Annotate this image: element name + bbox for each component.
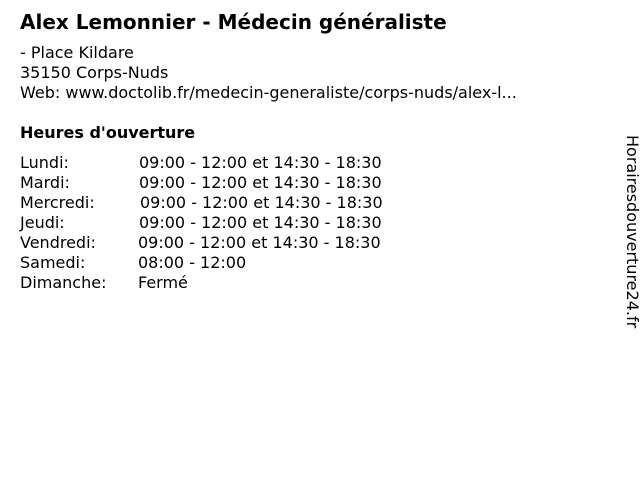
hours-time: 09:00 - 12:00 et 14:30 - 18:30 bbox=[139, 213, 382, 232]
page-title: Alex Lemonnier - Médecin généraliste bbox=[20, 10, 447, 34]
hours-day: Dimanche: bbox=[20, 273, 107, 292]
hours-time: 09:00 - 12:00 et 14:30 - 18:30 bbox=[139, 173, 382, 192]
hours-time: 09:00 - 12:00 et 14:30 - 18:30 bbox=[139, 153, 382, 172]
hours-day: Lundi: bbox=[20, 153, 69, 172]
address-city: 35150 Corps-Nuds bbox=[20, 63, 169, 82]
address-web: Web: www.doctolib.fr/medecin-generaliste/corps-nuds/alex-l... bbox=[20, 83, 517, 102]
hours-heading: Heures d'ouverture bbox=[20, 123, 196, 142]
hours-day: Mardi: bbox=[20, 173, 70, 192]
hours-day: Jeudi: bbox=[20, 213, 65, 232]
hours-time: 09:00 - 12:00 et 14:30 - 18:30 bbox=[140, 193, 383, 212]
address-street: - Place Kildare bbox=[20, 43, 134, 62]
site-watermark: Horairesdouverture24.fr bbox=[623, 135, 642, 329]
hours-day: Vendredi: bbox=[20, 233, 96, 252]
hours-day: Samedi: bbox=[20, 253, 86, 272]
address-block bbox=[20, 43, 517, 103]
hours-day: Mercredi: bbox=[20, 193, 95, 212]
hours-time: Fermé bbox=[138, 273, 188, 292]
hours-time: 08:00 - 12:00 bbox=[138, 253, 247, 272]
hours-time: 09:00 - 12:00 et 14:30 - 18:30 bbox=[138, 233, 381, 252]
